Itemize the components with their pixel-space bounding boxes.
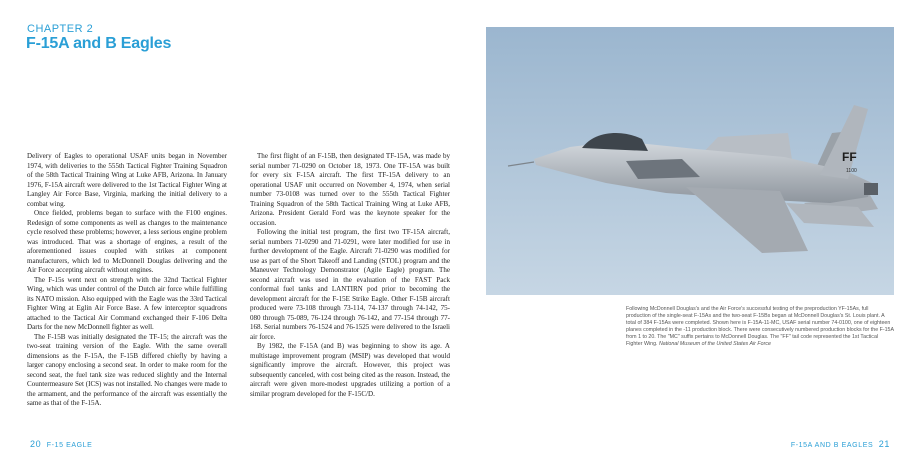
body-column-1 (27, 152, 227, 409)
running-title: F-15 EAGLE (46, 442, 93, 449)
paragraph: By 1982, the F-15A (and B) was beginning to show its age. A multistage improvement program (MSIP) was developed that would significantly improve the aircraft. However, this project was subsequently canceled, with cost being cited as the reason. Instead, the aircraft were given more-modest upgrades utilizing a portion of a similar program developed for the F-15C/D. (250, 342, 450, 398)
paragraph: Delivery of Eagles to operational USAF units began in November 1974, with deliveries to the 555th Tactical Fighter Training Squadron of the 58th Tactical Training Wing at Luke AFB, Arizona. In January 1976, F-15A aircraft were delivered to the 1st Tactical Fighter Wing at Langley Air Force Base, Virginia, marking the initial delivery to a combat wing. (27, 152, 227, 208)
folio-right (791, 439, 893, 449)
f15-illustration (486, 27, 894, 295)
running-title: F-15A AND B EAGLES (790, 442, 874, 449)
tail-number: 1100 (846, 168, 857, 174)
folio-left (27, 439, 92, 449)
paragraph: The first flight of an F-15B, then designated TF-15A, was made by serial number 71-0290 on October 18, 1973. One TF-15A was built for every six F-15A aircraft. The first TF-15A delivery to an operational USAF unit occurred on November 4, 1974, when serial number 73-0108 was turned over to the 555th Tactical Fighter Training Squadron of the 58th Tactical Training Wing at Luke AFB, Arizona. President Gerald Ford was the keynote speaker for the occasion. (250, 152, 450, 227)
paragraph: The F-15B was initially designated the TF-15; the aircraft was the two-seat training version of the Eagle. With the same overall dimensions as the F-15A, the F-15B differed chiefly by having a larger canopy enclosing a second seat. In order to make room for the second seat, the fuel tank size was reduced slightly and the Internal Countermeasure Set (ICS) was not installed. No changes were made to the armament, and the performance of the aircraft was essentially the same as that of the F-15A. (27, 332, 227, 407)
chapter-title: F-15A and B Eagles (26, 35, 172, 52)
paragraph: The F-15s went next on strength with the 32nd Tactical Fighter Wing, which was under control of the Dutch air force while fulfilling its NATO mission. Also equipped with the Eagle was the 33rd Tactical Fighter Wing at Eglin Air Force Base. A few interceptor squadrons attached to the Tactical Air Command exchanged their F-106 Delta Darts for the new McDonnell fighter as well. (27, 275, 227, 331)
tail-code: FF (842, 150, 857, 164)
chapter-label: CHAPTER 2 (27, 23, 94, 35)
body-column-2 (250, 152, 450, 399)
page-number: 20 (30, 439, 42, 449)
photo-caption (626, 306, 894, 348)
paragraph: Once fielded, problems began to surface with the F100 engines. Redesign of some components as well as changes to the maintenance cycle resolved these problems; however, a less serious engine problem was introduced. That was a shortage of engines, a result of the aforementioned issues coupled with strikes at component manufacturers, which led to McDonnell Douglas delivering and the Air Force accepting aircraft without engines. (27, 209, 227, 274)
page-number: 21 (878, 439, 890, 449)
nozzle (864, 183, 878, 195)
caption-text: Following McDonnell Douglas's and the Air Force's successful testing of the preproduction YF-15As, full production of the single-seat F-15As and the two-seat F-15Bs began at McDonnell Douglas's St. Louis plant. A total of 384 F-15As were completed. Shown here is F-15A-11-MC, USAF serial number 74-0100, one of eighteen planes completed in the -11 production block. There were consecutively numbered production blocks for the F-15A from 1 to 20. The "MC" suffix pertains to McDonnell Douglas. The "FF" tail code represented the 1st Tactical Fighter Wing. (626, 306, 894, 347)
caption-credit: National Museum of the United States Air Force (658, 341, 771, 347)
paragraph: Following the initial test program, the first two TF-15A aircraft, serial numbers 71-0290 and 71-0291, were later modified for use in further development of the Eagle. Aircraft 71-0290 was modified for use as part of the Short Takeoff and Landing (STOL) program and the Maneuver Technology Demonstrator (Agile Eagle) program. The second aircraft was used in the evaluation of the FAST Pack conformal fuel tanks and LANTIRN pod prior to becoming the development aircraft for the F-15E Strike Eagle. Other F-15B aircraft produced were 73-108 through 73-114, 74-137 through 74-142, 75-080 through 75-089, 76-124 through 76-142, and 77-154 through 77-168. Serial numbers 76-1524 and 76-1525 were delivered to the Israeli air force. (250, 228, 450, 341)
aircraft-photo (486, 27, 894, 295)
